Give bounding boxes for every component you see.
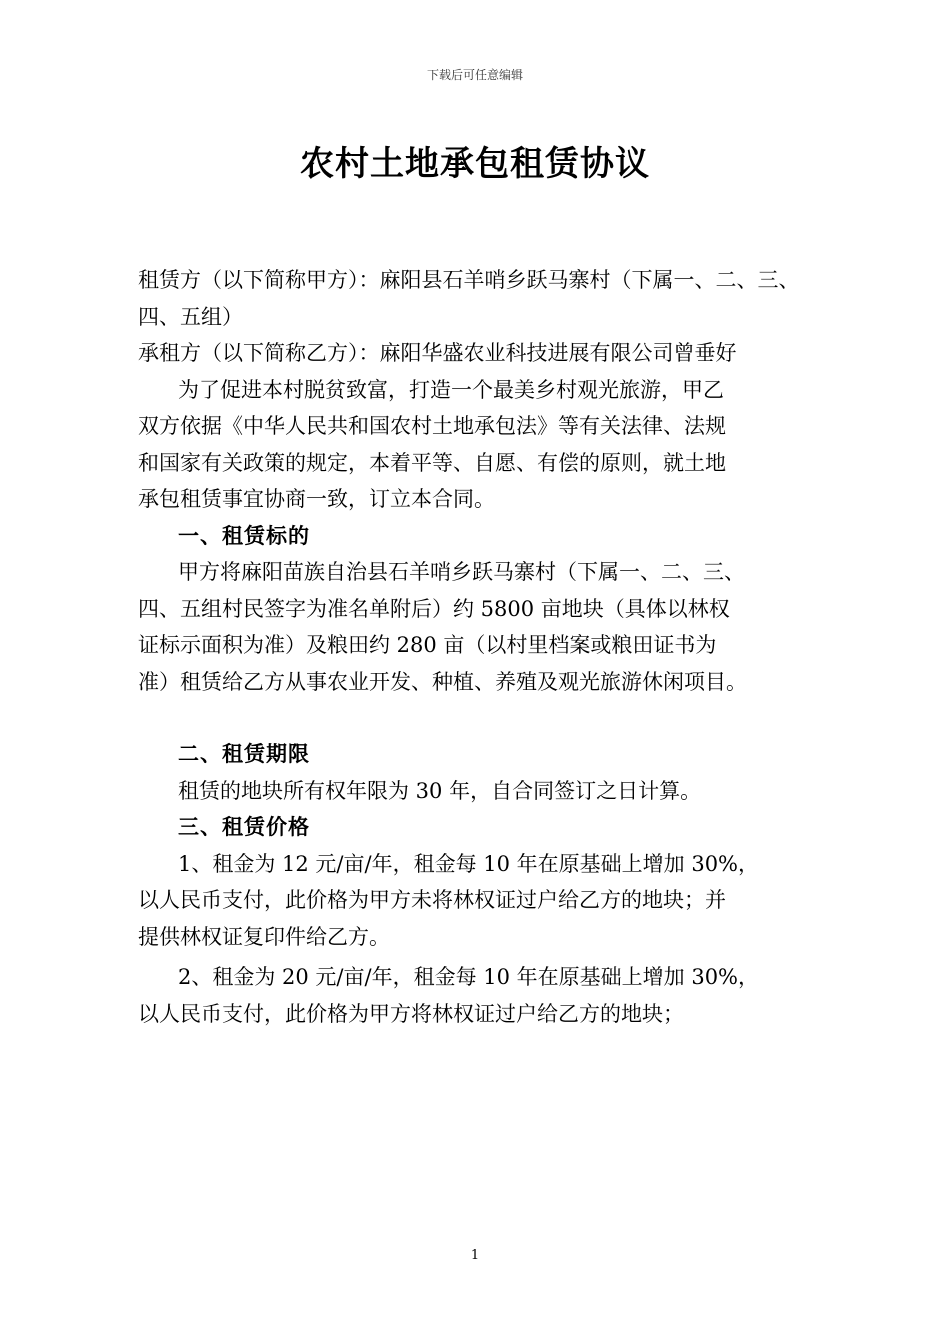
section-3-item-2-line-2: 以人民币支付，此价格为甲方将林权证过户给乙方的地块； (138, 1001, 684, 1026)
lessor-line-2: 四、五组） (138, 304, 243, 329)
section-3-item-1-line-1: 1、租金为 12 元/亩/年，租金每 10 年在原基础上增加 30%， (178, 851, 760, 876)
document-body (138, 262, 828, 1032)
document-title: 农村土地承包租赁协议 (300, 144, 650, 184)
paragraph-gap (138, 700, 828, 736)
preamble-line-1: 为了促进本村脱贫致富，打造一个最美乡村观光旅游，甲乙 (178, 377, 724, 402)
section-3-item-2-line-1: 2、租金为 20 元/亩/年，租金每 10 年在原基础上增加 30%， (178, 965, 760, 989)
preamble-line-3: 和国家有关政策的规定，本着平等、自愿、有偿的原则，就土地 (138, 450, 726, 475)
section-3-item-2 (138, 959, 828, 1032)
preamble-line-4: 承包租赁事宜协商一致，订立本合同。 (138, 487, 495, 511)
section-3-heading: 三、租赁价格 (178, 815, 310, 839)
section-3-item-1-line-3: 提供林权证复印件给乙方。 (138, 924, 390, 949)
section-1-line-3: 证标示面积为准）及粮田约 280 亩（以村里档案或粮田证书为 (138, 633, 717, 657)
header-note: 下载后可任意编辑 (426, 68, 523, 82)
section-1-line-1: 甲方将麻阳苗族自治县石羊哨乡跃马寨村（下属一、二、三、 (178, 560, 745, 584)
preamble-line-2: 双方依据《中华人民共和国农村土地承包法》等有关法律、法规 (138, 414, 726, 438)
section-3-item-1-line-2: 以人民币支付，此价格为甲方未将林权证过户给乙方的地块；并 (138, 888, 726, 912)
lessee-line: 承租方（以下简称乙方）：麻阳华盛农业科技进展有限公司曾垂好 (138, 341, 737, 365)
lessor-paragraph (138, 262, 828, 335)
section-1-line-2: 四、五组村民签字为准名单附后）约 5800 亩地块（具体以林权 (138, 596, 730, 621)
lessee-paragraph (138, 335, 828, 372)
section-2-line-1: 租赁的地块所有权年限为 30 年，自合同签订之日计算。 (178, 778, 702, 803)
section-2-paragraph (138, 773, 828, 810)
preamble-paragraph (138, 372, 828, 518)
section-1-line-4: 准）租赁给乙方从事农业开发、种植、养殖及观光旅游休闲项目。 (138, 669, 747, 694)
section-3-item-1 (138, 846, 828, 956)
page-number: 1 (470, 1248, 480, 1263)
section-1-heading: 一、租赁标的 (178, 523, 310, 548)
lessor-line-1: 租赁方（以下简称甲方）：麻阳县石羊哨乡跃马寨村（下属一、二、三、 (138, 268, 800, 292)
section-2-heading: 二、租赁期限 (178, 742, 310, 766)
section-1-paragraph (138, 554, 828, 700)
